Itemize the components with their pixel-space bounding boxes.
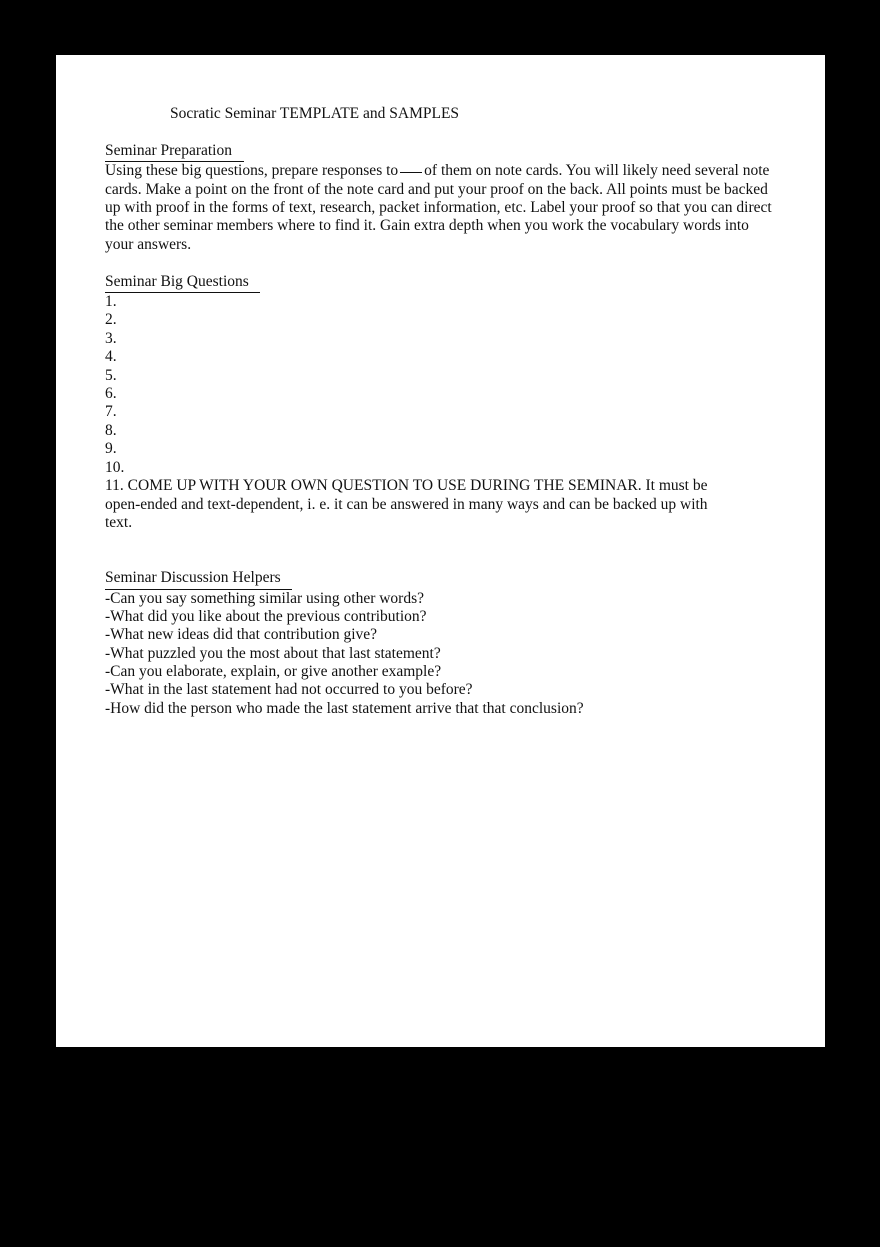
list-item: 3. xyxy=(105,329,117,347)
preparation-paragraph-part-two: of them on note cards. You will likely need several note cards. Make a point on the front of the note card and put your proof on the back. All points must be backed up with proof in the forms of text, research, packet information, etc. Label your proof so that you can direct the other seminar members where to find it. Gain extra depth when you work the vocabulary words into your answers. xyxy=(105,162,772,253)
list-item: 2. xyxy=(105,311,117,329)
section-heading-preparation xyxy=(105,142,777,162)
document-page xyxy=(56,55,825,1047)
preparation-paragraph xyxy=(105,162,777,254)
list-item: -How did the person who made the last statement arrive that that conclusion? xyxy=(105,699,584,717)
list-item: 4. xyxy=(105,348,117,366)
discussion-helpers-list xyxy=(105,590,777,718)
list-item: 5. xyxy=(105,366,117,384)
heading-underline-tail-discussion-helpers xyxy=(281,569,293,589)
list-item: 1. xyxy=(105,293,117,311)
list-item: -What did you like about the previous contribution? xyxy=(105,608,427,626)
heading-underline-tail-preparation xyxy=(232,142,244,162)
section-heading-big-questions xyxy=(105,273,777,293)
list-item: -Can you elaborate, explain, or give another example? xyxy=(105,662,442,680)
heading-underline-tail-big-questions xyxy=(249,273,261,293)
preparation-paragraph-part-one: Using these big questions, prepare responses to xyxy=(105,162,399,180)
spacer xyxy=(105,532,777,569)
list-item: 6. xyxy=(105,385,117,403)
section-heading-discussion-helpers-label: Seminar Discussion Helpers xyxy=(105,569,281,589)
list-item: 10. xyxy=(105,458,125,476)
list-item: 8. xyxy=(105,421,117,439)
list-item: -What in the last statement had not occurred to you before? xyxy=(105,681,473,699)
section-heading-big-questions-label: Seminar Big Questions xyxy=(105,273,249,293)
blank-fill-line xyxy=(400,172,422,173)
big-questions-list xyxy=(105,293,777,477)
list-item: -What puzzled you the most about that last statement? xyxy=(105,644,441,662)
document-content xyxy=(105,55,777,718)
list-item: 9. xyxy=(105,440,117,458)
spacer xyxy=(105,123,777,141)
list-item: -What new ideas did that contribution give? xyxy=(105,626,378,644)
list-item: -Can you say something similar using other words? xyxy=(105,589,424,607)
page-title: Socratic Seminar TEMPLATE and SAMPLES xyxy=(170,105,460,122)
big-question-eleven: 11. COME UP WITH YOUR OWN QUESTION TO USE DURING THE SEMINAR. It must be open-ended and text-dependent, i. e. it can be answered in many ways and can be backed up with text. xyxy=(105,477,708,531)
section-heading-discussion-helpers xyxy=(105,569,777,589)
spacer xyxy=(105,254,777,272)
list-item: 7. xyxy=(105,403,117,421)
section-heading-preparation-label: Seminar Preparation xyxy=(105,142,232,162)
